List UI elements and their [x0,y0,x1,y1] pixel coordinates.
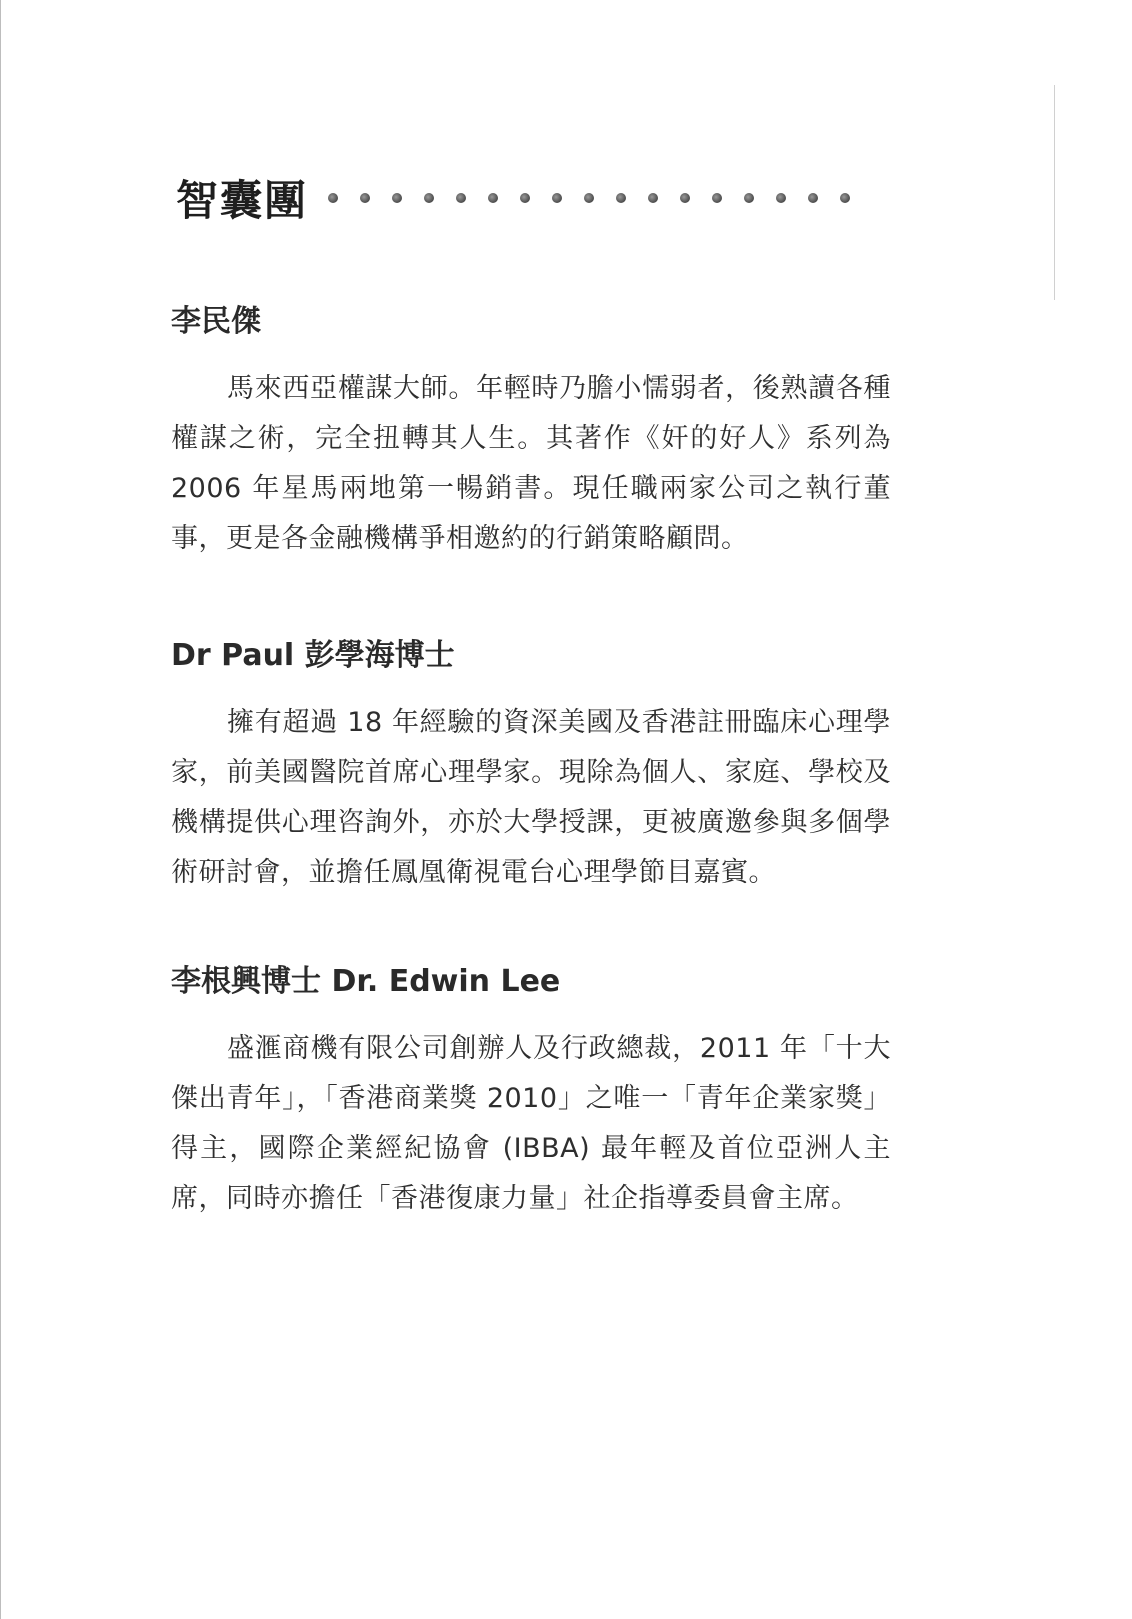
dot-ornament-icon [392,193,402,203]
person-name: 李民傑 [171,304,261,339]
person-name: 李根興博士 Dr. Edwin Lee [171,964,561,999]
dot-ornament-icon [648,193,658,203]
dot-divider [328,193,850,203]
dot-ornament-icon [488,193,498,203]
profile-section [171,302,891,564]
dot-ornament-icon [616,193,626,203]
dot-ornament-icon [520,193,530,203]
person-bio: 盛滙商機有限公司創辦人及行政總裁，2011 年「十大傑出青年」，「香港商業獎 2010」之唯一「青年企業家獎」得主，國際企業經紀協會 (IBBA) 最年輕及首位亞洲人主席，同時亦擔任「香港復康力量」社企指導委員會主席。 [171,1033,891,1214]
page-title: 智囊團 [176,176,309,225]
dot-ornament-icon [584,193,594,203]
dot-ornament-icon [680,193,690,203]
profile-section [171,636,891,898]
scan-edge-line [1054,85,1055,300]
profile-section [171,962,891,1224]
dot-ornament-icon [456,193,466,203]
dot-ornament-icon [552,193,562,203]
dot-ornament-icon [808,193,818,203]
dot-ornament-icon [776,193,786,203]
dot-ornament-icon [712,193,722,203]
person-bio: 馬來西亞權謀大師。年輕時乃膽小懦弱者，後熟讀各種權謀之術，完全扭轉其人生。其著作《奸的好人》系列為 2006 年星馬兩地第一暢銷書。現任職兩家公司之執行董事，更是各金融機構爭相邀約的行銷策略顧問。 [171,373,891,554]
dot-ornament-icon [360,193,370,203]
dot-ornament-icon [328,193,338,203]
dot-ornament-icon [424,193,434,203]
dot-ornament-icon [744,193,754,203]
person-bio: 擁有超過 18 年經驗的資深美國及香港註冊臨床心理學家，前美國醫院首席心理學家。現除為個人、家庭、學校及機構提供心理咨詢外，亦於大學授課，更被廣邀參與多個學術研討會，並擔任鳳凰衛視電台心理學節目嘉賓。 [171,707,891,888]
dot-ornament-icon [840,193,850,203]
page-header [176,168,896,228]
person-name: Dr Paul 彭學海博士 [171,638,455,673]
